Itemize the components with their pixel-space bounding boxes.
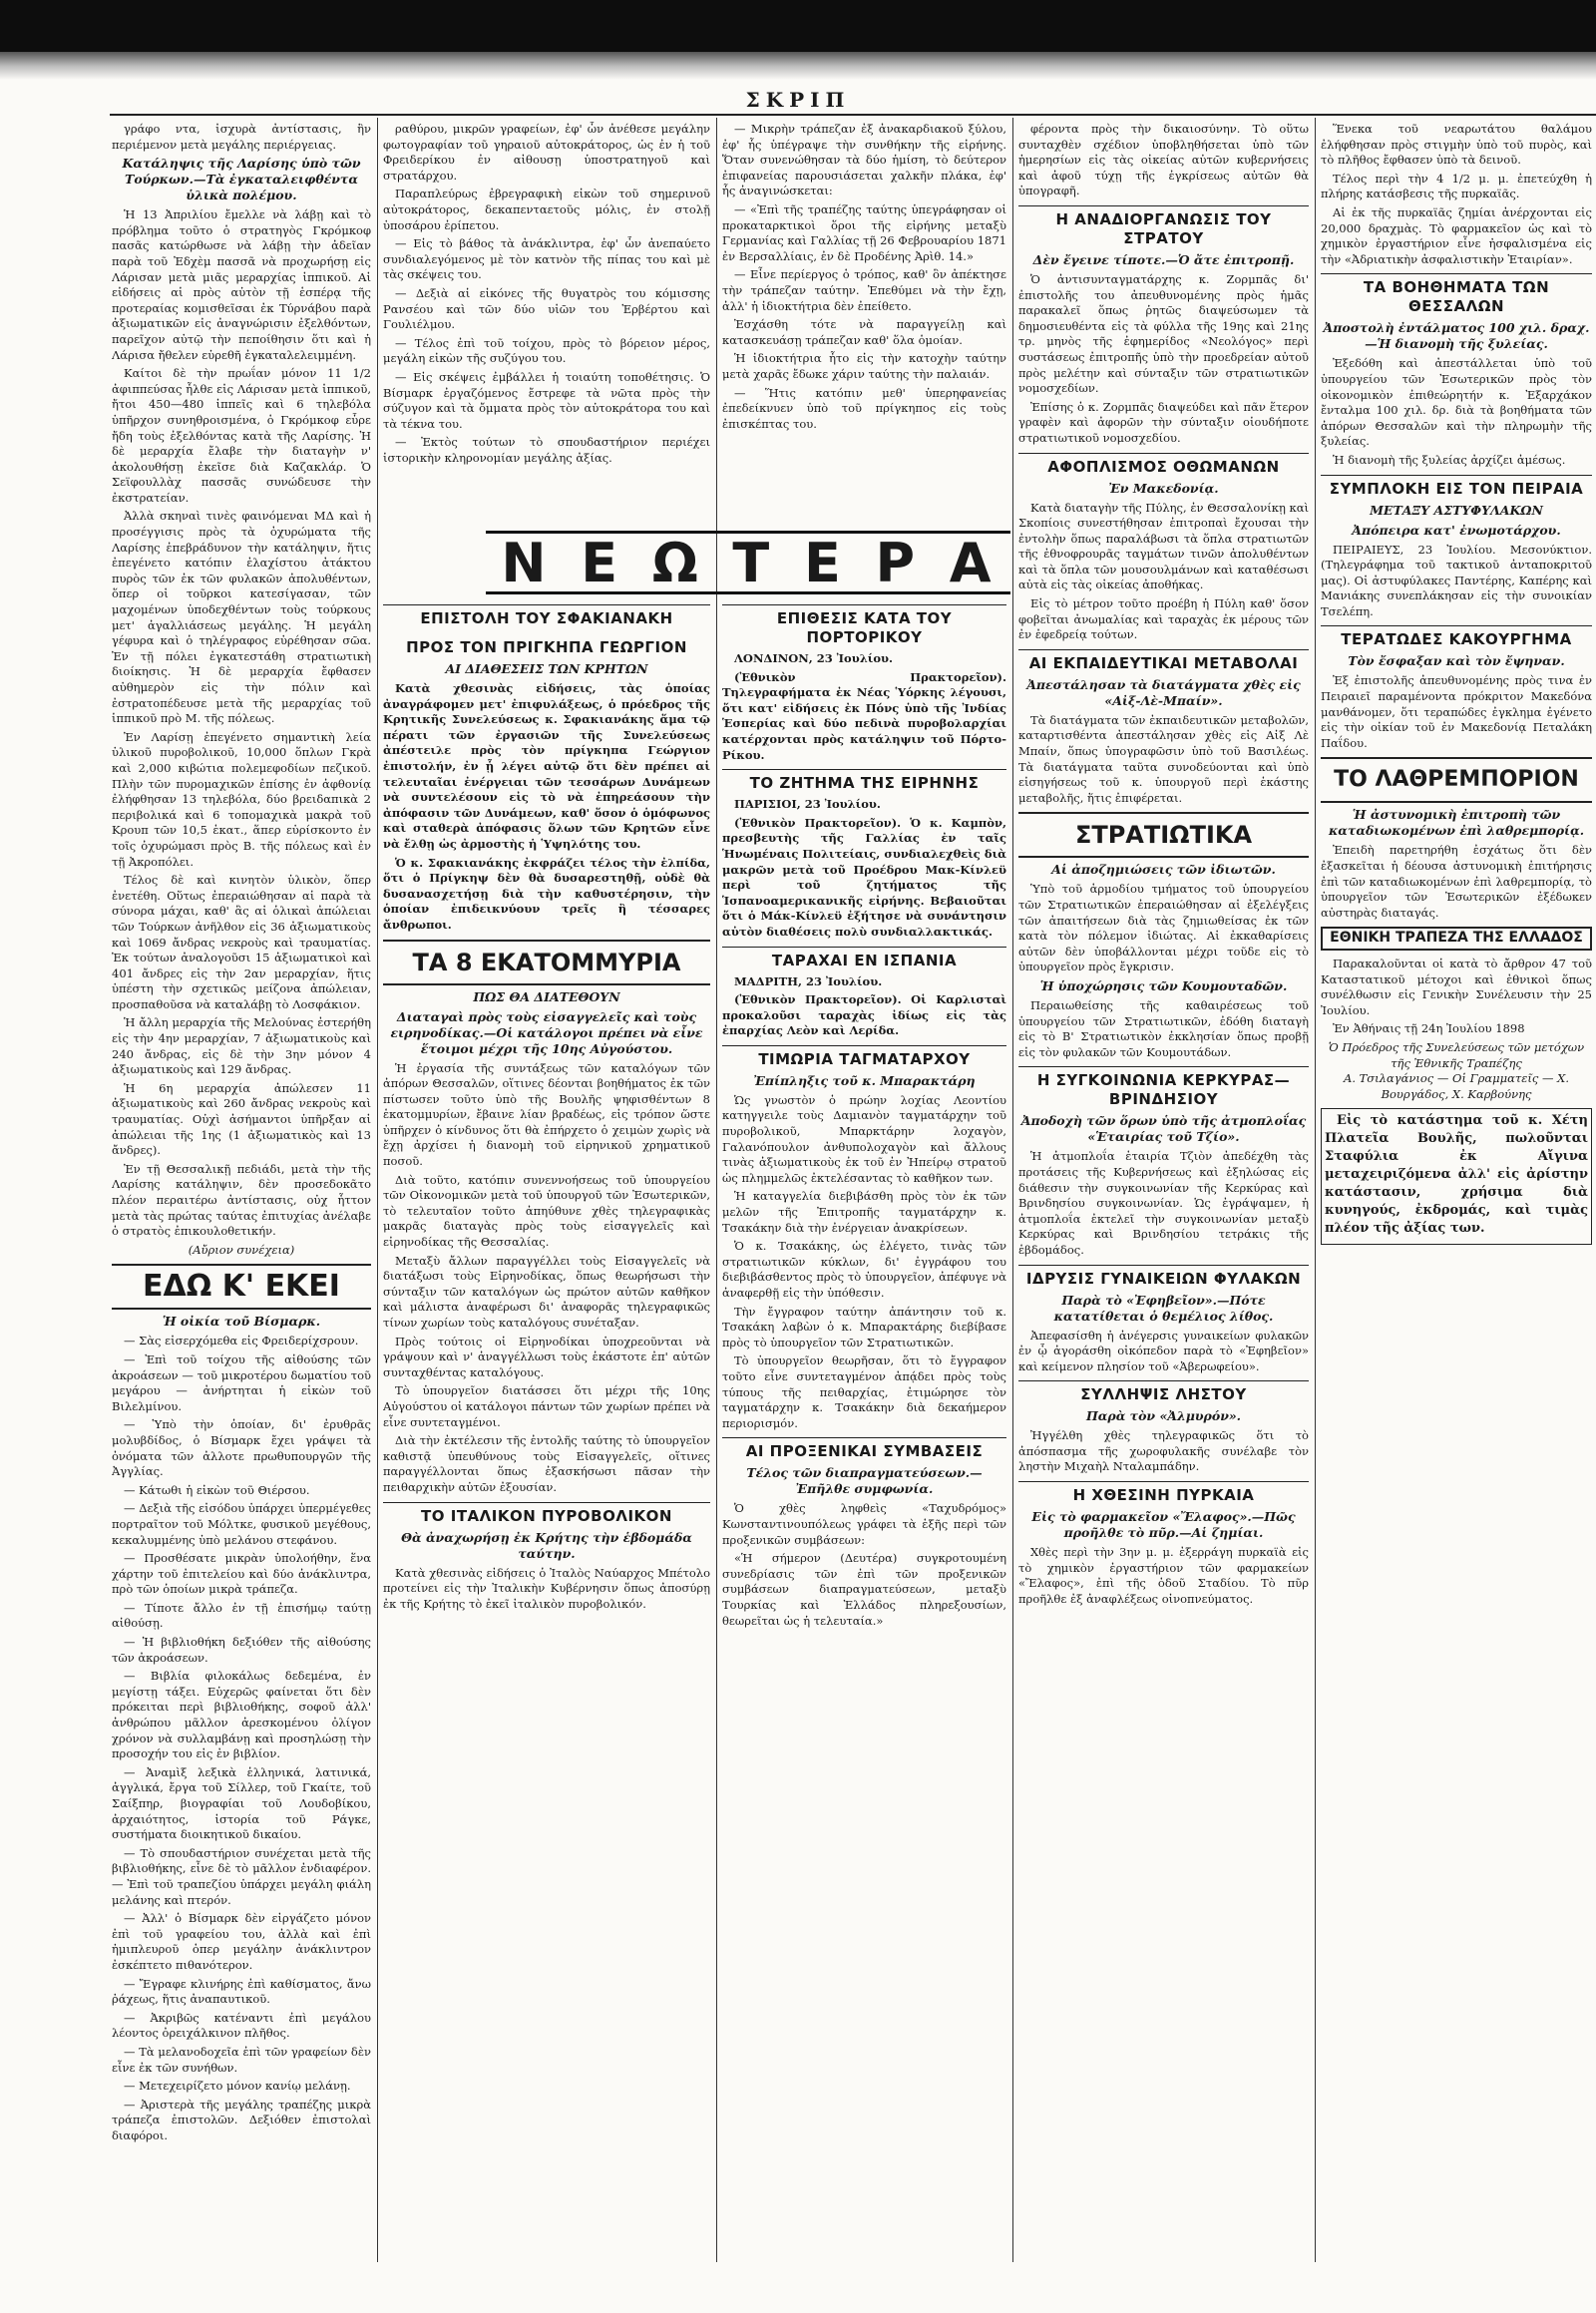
advertisement bbox=[1321, 1108, 1592, 1245]
article-subheading: Δὲν ἔγεινε τίποτε.—Ὁ ἄτε ἐπιτροπῇ. bbox=[1032, 251, 1295, 267]
article-text: Ἐπίσης ὁ κ. Ζορμπᾶς διαψεύδει καὶ πᾶν ἕτερον γραφὲν καὶ ἀφορῶν τὴν σύνταξιν οἱουδήποτε στρατιωτικοῦ νομοσχεδίου. bbox=[1018, 399, 1309, 445]
article-text: — Τὸ σπουδαστήριον συνέχεται μετὰ τῆς βιβλιοθήκης, εἶνε δὲ τὸ μᾶλλον ἐνδιαφέρον. — Ἐπὶ τοῦ τραπεζίου ὑπάρχει μεγάλη φιάλη μελάνης καὶ πτερόν. bbox=[112, 1845, 371, 1907]
article-subheading: Ἀποστολὴ ἐντάλματος 100 χιλ. δραχ.—Ἡ διανομὴ τῆς ξυλείας. bbox=[1323, 320, 1590, 352]
article-text: Ἡ ἄλλη μεραρχία τῆς Μελούνας ἐστερήθη εἰς τὴν 4ην μεραρχίαν, 7 ἀξιωματικοὺς καὶ 240 ἄνδρας, εἰς δὲ τὴν 3ην μόνον 4 ἀξιωματικοὺς καὶ 129 ἄνδρας. bbox=[112, 1015, 371, 1077]
article-text: Πρὸς τούτοις οἱ Εἰρηνοδίκαι ὑποχρεοῦνται νὰ γράψουν καὶ ν' ἀναγγέλλωσι τοὺς ἑκάστοτε ἐπ' αὐτῶν συνταχθέντας καταλόγους. bbox=[383, 1334, 710, 1379]
article-text: Κατὰ χθεσινὰς εἰδήσεις ὁ Ἰταλὸς Ναύαρχος Μπέτολο προτείνει εἰς τὴν Ἰταλικὴν Κυβέρνησιν ὅπως ἀποσύρῃ ἐκ τῆς Κρήτης τὸ ἐκεῖ ἰταλικὸν πυροβολικόν. bbox=[383, 1565, 710, 1611]
article-text: Τέλος δὲ καὶ κινητὸν ὑλικὸν, ὅπερ ἐνετέθη. Οὕτως ἐπεραιώθησαν αἱ παρὰ τὰ σύνορα μάχαι, καθ' ἃς αἱ ὁλικαὶ ἀπώλειαι τῶν Τούρκων ἀνῆλθον εἰς 36 ἀξιωματικοὺς καὶ 1069 ἄνδρας νεκροὺς καὶ τραυματίας. Ἐκ τούτων ἀναλογοῦσι 15 ἀξιωματικοὶ καὶ 401 ἄνδρες εἰς τὴν 2αν μεραρχίαν, ἥτις ὑπέστη τὴν σχετικῶς μείζονα ἀπώλειαν, προσπαθοῦσα νὰ καταλάβῃ τὸ Λοσφάκιον. bbox=[112, 873, 371, 1011]
article-text: Παραπλεύρως ἐβρεγραφικὴ εἰκὼν τοῦ σημερινοῦ αὐτοκράτορος, δεκαπενταετοῦς μόλις, ἐν στολῇ ὑποσάρου ἐρίπετου. bbox=[383, 187, 710, 232]
article-subheading: Ἀποδοχὴ τῶν ὅρων ὑπὸ τῆς ἀτμοπλοΐας «Ἑταιρίας τοῦ Τζίο». bbox=[1020, 1113, 1307, 1145]
article-text: — Εἶνε περίεργος ὁ τρόπος, καθ' ὃν ἀπέκτησε τὴν τράπεζαν ταύτην. Ἐπεθύμει νὰ τὴν ἔχῃ, ἀλλ' ἡ ἰδιοκτήτρια δὲν ἐπείθετο. bbox=[722, 267, 1006, 313]
article-heading: ΣΥΜΠΛΟΚΗ ΕΙΣ ΤΟΝ ΠΕΙΡΑΙΑ bbox=[1321, 475, 1592, 499]
advertisement-text: Εἰς τὸ κατάστημα τοῦ κ. Χέτη Πλατεῖα Βουλῆς, πωλοῦνται Σταφύλια ἐκ Αἴγινα μεταχειριζόμενα ἀλλ' εἰς ἀρίστην κατάστασιν, χρήσιμα διὰ κυνηγούς, ἐκδρομάς, καὶ τιμὰς πλέον τῆς ἀξίας των. bbox=[1325, 1113, 1588, 1237]
article-text: Διὰ τοῦτο, κατόπιν συνεννοήσεως τοῦ ὑπουργείου τῶν Οἰκονομικῶν μετὰ τοῦ ὑπουργοῦ τῶν Ἐσωτερικῶν, τὸ τελευταῖον τοῦτο ἀπηύθυνε χθὲς τηλεγραφικὰς μακρᾶς διαταγὰς πρὸς τοὺς εἰσαγγελεῖς καὶ εἰρηνοδίκας τῆς Θεσσαλίας. bbox=[383, 1172, 710, 1250]
article-text: Ὁ ἀντισυνταγματάρχης κ. Ζορμπᾶς δι' ἐπιστολῆς του ἀπευθυνομένης πρὸς ἡμᾶς παρακαλεῖ ὅπως ῥητῶς διαψεύσωμεν τὰ δημοσιευθέντα εἰς τὰ φύλλα τῆς 19ης καὶ 21ης τρ. μηνὸς τῆς ἐφημερίδος «Νεολόγος» περὶ συστάσεως ἐπιτροπῆς ὑπὸ τὴν προεδρείαν αὐτοῦ πρὸς μελέτην καὶ σύνταξιν τῶν στρατιωτικῶν νομοσχεδίων. bbox=[1018, 271, 1309, 396]
article-text: — Ἀριστερὰ τῆς μεγάλης τραπέζης μικρὰ τράπεζα ἐπιστολῶν. Δεξιόθεν ἐπιστολαὶ διαφόροι. bbox=[112, 2097, 371, 2142]
article-text: — Ὑπὸ τὴν ὁποίαν, δι' ἐρυθρᾶς μολυβδίδος, ὁ Βίσμαρκ ἔχει γράψει τὰ ὀνόματα τῶν ἀλλοτε πρωθυπουργῶν τῆς Ἀγγλίας. bbox=[112, 1417, 371, 1479]
article-text: — Ἥτις κατόπιν μεθ' ὑπερηφανείας ἐπεδείκνυεν ὑπὸ τοῦ πρίγκηπος εἰς τοὺς ἐπισκέπτας του. bbox=[722, 385, 1006, 431]
article-text: ΠΕΙΡΑΙΕΥΣ, 23 Ἰουλίου. Μεσονύκτιον. (Τηλεγράφημα τοῦ τακτικοῦ ἀνταποκριτοῦ μας). Οἱ ἀστυφύλακες Παντέρης, Καπέρης καὶ Μανιάκης συνεπλάκησαν εἰς τὴν συνοικίαν Τσελέπη. bbox=[1321, 542, 1592, 618]
article-text: — Ἐκτὸς τούτων τὸ σπουδαστήριον περιέχει ἱστορικὴν κληρονομίαν μεγάλης ἀξίας. bbox=[383, 435, 710, 465]
column-5 bbox=[1321, 122, 1592, 2296]
notice-signature: Ὁ Πρόεδρος τῆς Συνελεύσεως τῶν μετόχων τῆς Ἐθνικῆς Τραπέζης bbox=[1328, 1039, 1585, 1070]
section-heading-edo-k-ekei: ΕΔΩ Κ' ΕΚΕΙ bbox=[112, 1264, 371, 1310]
article-text: Ἡ ἀτμοπλοΐα ἑταιρία Τζιὸν ἀπεδέχθη τὰς προτάσεις τῆς Κυβερνήσεως καὶ ἐξηλώσας εἰς διάθεσιν τὴν συγκοινωνίαν τῆς Κερκύρας καὶ Βρινδησίου συγκοινωνίαν. Ὡς ἐγράψαμεν, ἡ ἀτμοπλοΐα ἐκτελεῖ τὴν συγκοινωνίαν μεταξὺ Κερκύρας καὶ Βρινδησίου τετράκις τῆς ἑβδομάδος. bbox=[1018, 1149, 1309, 1257]
article-subheading: Παρὰ τὸν «Ἀλμυρόν». bbox=[1085, 1408, 1242, 1424]
newspaper-title: ΣΚΡΙΠ bbox=[745, 88, 851, 112]
article-heading: ΕΠΙΘΕΣΙΣ ΚΑΤΑ ΤΟΥ ΠΟΡΤΟΡΙΚΟΥ bbox=[722, 604, 1006, 647]
article-heading: ΑΙ ΕΚΠΑΙΔΕΥΤΙΚΑΙ ΜΕΤΑΒΟΛΑΙ bbox=[1018, 649, 1309, 673]
article-text: — Προσθέσατε μικρὰν ὑπολοήθην, ἕνα χάρτην τοῦ ἐπιτελείου καὶ δύο ἀνάκλιντρα, πρὸ τῶν ὁποίων μικρὰ τράπεζα. bbox=[112, 1551, 371, 1597]
article-text: Τὴν ἔγγραφον ταύτην ἀπάντησιν τοῦ κ. Τσακάκη λαβὼν ὁ κ. Μπαρακτάρης διεβίβασε πρὸς τὸ ὑπουργεῖον τῶν Στρατιωτικῶν. bbox=[722, 1304, 1006, 1349]
article-text: — Δεξιὰ αἱ εἰκόνες τῆς θυγατρὸς του κόμισσης Ρανσέου καὶ τῶν δύο υἱῶν του Ἑρβέρτου καὶ Γουλιέλμου. bbox=[383, 285, 710, 332]
article-subheading: ΠΩΣ ΘΑ ΔΙΑΤΕΘΟΥΝ bbox=[473, 988, 620, 1004]
article-heading: ΠΡΟΣ ΤΟΝ ΠΡΙΓΚΗΠΑ ΓΕΩΡΓΙΟΝ bbox=[406, 638, 687, 656]
article-subheading: Διαταγαὶ πρὸς τοὺς εἰσαγγελεῖς καὶ τοὺς ειρηνοδίκας.—Οἱ κατάλογοι πρέπει νὰ εἶνε ἕτοιμοι μέχρι τῆς 10ης Αὐγούστου. bbox=[390, 1008, 703, 1056]
notice-text: Παρακαλοῦνται οἱ κατὰ τὸ ἄρθρον 47 τοῦ Καταστατικοῦ μέτοχοι καὶ ἐθνικοὶ ὅπως συνέλθωσιν εἰς Γενικὴν Συνέλευσιν τὴν 25 Ἰουλίου. bbox=[1321, 957, 1592, 1017]
article-text: — Μικρὴν τράπεζαν ἐξ ἀνακαρδιακοῦ ξύλου, ἐφ' ἧς ὑπέγραψε τὴν συνθήκην τῆς εἰρήνης. Ὅταν συνενώθησαν τὰ δύο ἡμίση, τὸ δεύτερον ἐπιφανείας παρουσιάσεται χαλκῆν πλάκα, ἐφ' ἧς ἀναγινώσκεται: bbox=[722, 122, 1006, 198]
scan-top-fade bbox=[0, 52, 1596, 80]
article-subheading: Ἡ οἰκία τοῦ Βίσμαρκ. bbox=[162, 1314, 321, 1330]
article-subheading: Τέλος τῶν διαπραγματεύσεων.—Ἐπῆλθε συμφωνία. bbox=[746, 1465, 983, 1497]
article-text: Ἐξ ἐπιστολῆς ἀπευθυνομένης πρὸς τινα ἐν Πειραιεῖ παραμένοντα πρόκριτον Μακεδόνα μανθάνομεν, ὅτι τεραπώδες ἐγκλημα ἐγένετο εἰς τὴν οἰκίαν τοῦ ἐν Μακεδονίᾳ Πεταλάκη Παΐδου. bbox=[1321, 673, 1592, 750]
article-heading: Η ΧΘΕΣΙΝΗ ΠΥΡΚΑΙΑ bbox=[1018, 1481, 1309, 1505]
article-text: — Βιβλία φιλοκάλως δεδεμένα, ἐν μεγίστῃ τάξει. Εὐχερῶς φαίνεται ὅτι δὲν πρόκειται περὶ βιβλιοθήκης, σοφοῦ ἀλλ' ἀνθρώπου μᾶλλον ἀρεσκομένου ὀλίγον χρόνον νὰ συλλαμβάνῃ καὶ προσηλώσῃ τὴν προσοχήν του εἰς ἐν βιβλίον. bbox=[112, 1669, 371, 1761]
column-3-bottom bbox=[722, 598, 1006, 2299]
article-subheading: Θὰ ἀναχωρήσῃ ἐκ Κρήτης τὴν ἑβδομάδα ταύτην. bbox=[401, 1529, 692, 1561]
article-heading: ΤΟ ΙΤΑΛΙΚΟΝ ΠΥΡΟΒΟΛΙΚΟΝ bbox=[383, 1502, 710, 1526]
article-heading: ΤΟ ΖΗΤΗΜΑ ΤΗΣ ΕΙΡΗΝΗΣ bbox=[722, 769, 1006, 793]
notice-heading: ΕΘΝΙΚΗ ΤΡΑΠΕΖΑ ΤΗΣ ΕΛΛΑΔΟΣ bbox=[1321, 927, 1592, 951]
article-text: Κατὰ διαταγὴν τῆς Πύλης, ἐν Θεσσαλονίκῃ καὶ Σκοπίοις συνεστήθησαν ἐπιτροπαὶ ἔχουσαι τὴν ἐντολὴν ὅπως παραλάβωσι τὰ ὅπλα στρατιωτῶν τῆς ἐθνοφρουρᾶς ταγμάτων τινῶν ἀπολυθέντων καὶ τὰ ὅπλα τῶν μουσουλμάνων καὶ καταθέσωσι αὐτὰ εἰς τὰς οἰκείας ἀποθήκας. bbox=[1018, 500, 1309, 592]
article-subheading: Ἡ ὑποχώρησις τῶν Κουμουταδῶν. bbox=[1039, 977, 1288, 993]
article-heading: Η ΑΝΑΔΙΟΡΓΑΝΩΣΙΣ ΤΟΥ ΣΤΡΑΤΟΥ bbox=[1018, 205, 1309, 248]
notice-signature: Α. Τσιλαγάνιος — Οἱ Γραμματεῖς — Χ. Βουργάδος, Χ. Καρβούνης bbox=[1344, 1071, 1569, 1101]
notice-date: Ἐν Ἀθήναις τῇ 24η Ἰουλίου 1898 bbox=[1333, 1021, 1525, 1036]
article-text: Ἀλλὰ σκηναὶ τινὲς φαινόμεναι ΜΔ καὶ ἡ προσέγγισις πρὸς τὰ ὀχυρώματα τῆς Λαρίσης ἐπεβράδυνον τὴν κατάληψιν, ἥτις ἐπεγένετο κατόπιν ἐλαχίστου ἀτάκτου πυρὸς τῶν ἐκ τῶν φυλακῶν ἀπολυθέντων, ὅπερ οἱ τοῦρκοι κατεσίγασαν, τῶν μαχομένων ὑποδεχθέντων τοὺς τούρκους μετ' ἀγαλλιάσεως μεγάλης. Ἡ μεγάλη γέφυρα καὶ ὁ τηλέγραφος εὑρέθησαν σῶα. Ἐν τῇ πόλει ἐγκατεστάθη στρατιωτικὴ διοίκησις. Ἡ δὲ μεραρχία ἔφθασεν αὐθημερὸν εἰς τὴν πόλιν καὶ ἐστρατοπέδευσε μετὰ τῆς μεραρχίας τοῦ ἱππικοῦ πρὸ Μ. τῆς πόλεως. bbox=[112, 509, 371, 726]
article-text: Ἐν τῇ Θεσσαλικῇ πεδιάδι, μετὰ τὴν τῆς Λαρίσης κατάληψιν, δὲν προσεδοκᾶτο πλέον περαιτέρω ἀντίστασις, οὐχ ἧττον μετὰ τὰς πρώτας ταύτας ἐπιτυχίας ἀνέλαβε ὁ στρατὸς ἐπικουλοθετικήν. bbox=[112, 1161, 371, 1239]
article-text: Ἐξεδόθη καὶ ἀπεστάλλεται ὑπὸ τοῦ ὑπουργείου τῶν Ἐσωτερικῶν πρὸς τὸν οἰκονομικὸν ἐπιθεώρητήν κ. Ἐξαρχάκον ἔνταλμα 100 χιλ. δρ. διὰ τὰ βοηθήματα τῶν ἀπόρων Θεσσαλῶν καὶ τὴν πληρωμὴν τῆς ξυλείας. bbox=[1321, 356, 1592, 449]
article-text: Ἡ ἰδιοκτήτρια ἦτο εἰς τὴν κατοχὴν ταύτην μετὰ χαρᾶς ἔδωκε χάριν ταύτης τὴν παλαιάν. bbox=[722, 351, 1006, 381]
article-text: γράφο ντα, ἰσχυρὰ ἀντίστασις, ἣν περιέμενον μετὰ μεγάλης περιέργειας. bbox=[112, 122, 371, 152]
article-text: — Τὰ μελανοδοχεῖα ἐπὶ τῶν γραφείων δὲν εἶνε ἐκ τῶν συνήθων. bbox=[112, 2044, 371, 2075]
banner-letter: Α bbox=[949, 531, 996, 594]
article-text: Τὸ ὑπουργεῖον διατάσσει ὅτι μέχρι τῆς 10ης Αὐγούστου οἱ κατάλογοι πάντων τῶν χωρίων πρέπει νὰ εἶνε συντεταγμένοι. bbox=[383, 1383, 710, 1429]
column-rule bbox=[1012, 118, 1013, 2262]
column-rule bbox=[716, 118, 717, 2262]
article-text: — Εἰς σκέψεις ἐμβάλλει ἡ τοιαύτη τοποθέτησις. Ὁ Βίσμαρκ ἐργαζόμενος ἔστρεφε τὰ νῶτα πρὸς τὴν σύζυγον καὶ τὰ ὄμματα πρὸς τὸν αὐτοκράτορα του καὶ τὰ τέκνα του. bbox=[383, 369, 710, 431]
article-heading: Κατάληψις τῆς Λαρίσης ὑπὸ τῶν Τούρκων.—Τὰ ἐγκαταλειφθέντα ὑλικὰ πολέμου. bbox=[122, 156, 361, 203]
article-heading: ΤΑ 8 ΕΚΑΤΟΜΜΥΡΙΑ bbox=[383, 940, 710, 985]
article-subheading: Αἱ ἀποζημιώσεις τῶν ἰδιωτῶν. bbox=[1051, 862, 1276, 878]
article-subheading: Ἀπόπειρα κατ' ἐνωμοτάρχου. bbox=[1352, 522, 1561, 538]
article-text: — Ἔγραφε κλινήρης ἐπὶ καθίσματος, ἄνω ῥάχεως, ἥτις ἀναπαυτικοῦ. bbox=[112, 1976, 371, 2007]
article-text: — Ἀλλ' ὁ Βίσμαρκ δὲν εἰργάζετο μόνον ἐπὶ τοῦ γραφείου του, ἀλλὰ καὶ ἐπὶ ἡμιπλευροῦ ὁπερ μεγάλην ἀνάκλιντρον ἐσκέπτετο πιθανότερον. bbox=[112, 1911, 371, 1972]
article-text: φέροντα πρὸς τὴν δικαιοσύνην. Τὸ οὕτω συνταχθὲν σχέδιον ὑποβληθήσεται ὑπὸ τῶν ἡμερησίων εἰς τὰς οἰκείας αὐτῶν κυβερνήσεις καὶ ἀφοῦ τύχῃ τῆς ἐγκρίσεως αὐτῶν θὰ ὑπογραφῆ. bbox=[1018, 122, 1309, 198]
article-text: — Ἡ βιβλιοθήκη δεξιόθεν τῆς αἰθούσης τῶν ἀκροάσεων. bbox=[112, 1635, 371, 1665]
column-1 bbox=[112, 122, 371, 2296]
column-rule bbox=[377, 118, 378, 2262]
article-heading: ΑΦΟΠΛΙΣΜΟΣ ΟΘΩΜΑΝΩΝ bbox=[1018, 453, 1309, 477]
article-text: — Τίποτε ἄλλο ἐν τῇ ἐπισήμῳ ταύτῃ αἰθούσῃ. bbox=[112, 1600, 371, 1631]
article-text: Ἀπεφασίσθη ἡ ἀνέγερσις γυναικείων φυλακῶν ἐν ᾧ ἀγοράσθη οἰκόπεδον παρὰ τὸ «Ἐφηβεῖον» καὶ κείμενον πλησίον τοῦ «Ἀβερωφείου». bbox=[1018, 1328, 1309, 1373]
article-text: — Μετεχειρίζετο μόνον κανίῳ μελάνῃ. bbox=[124, 2079, 351, 2094]
article-text: — Κάτωθι ἡ εἰκὼν τοῦ Θιέρσου. bbox=[124, 1482, 310, 1497]
article-heading: ΤΙΜΩΡΙΑ ΤΑΓΜΑΤΑΡΧΟΥ bbox=[722, 1045, 1006, 1069]
column-rule bbox=[1315, 118, 1316, 2262]
article-text: Τὸ ὑπουργεῖον θεωρῆσαν, ὅτι τὸ ἔγγραφον τοῦτο εἶνε συντεταγμένον ἀπᾴδει πρὸς τοὺς τύπους τῆς πειθαρχίας, ἐτιμώρησε τὸν ταγματάρχην κ. Τσακάκην διὰ δεκαήμερον περιορισμόν. bbox=[722, 1353, 1006, 1430]
banner-letter: Ε bbox=[803, 531, 845, 594]
article-heading: ΑΙ ΠΡΟΞΕΝΙΚΑΙ ΣΥΜΒΑΣΕΙΣ bbox=[722, 1437, 1006, 1461]
article-text: — Δεξιὰ τῆς εἰσόδου ὑπάρχει ὑπερμέγεθες πορτραῖτον τοῦ Μόλτκε, φυσικοῦ μεγέθους, κεκαλυμμένης ὑπὸ μελάνου στεφάνου. bbox=[112, 1501, 371, 1547]
article-text: Περαιωθείσης τῆς καθαιρέσεως τοῦ ὑπουργείου τῶν Στρατιωτικῶν, ἐδόθη διαταγὴ εἰς τὸ Β' Στρατιωτικὸν ἐκκλησίαν ὅπως προβῇ εἰς τὸν φυλακῶν τῶν Κουμουτάδων. bbox=[1018, 997, 1309, 1059]
column-2-bottom bbox=[383, 598, 710, 2299]
article-text: Ἡ 6η μεραρχία ἀπώλεσεν 11 ἀξιωματικοὺς καὶ 260 ἄνδρας νεκροὺς καὶ τραυματίας. Οὐχὶ ἀσήμαντοι ὑπῆρξαν αἱ ἀπώλειαι τῆς 1ης (1 ἀξιωματικὸς καὶ 13 ἄνδρες). bbox=[112, 1080, 371, 1158]
article-text: «Ἡ σήμερον (Δευτέρα) συγκροτουμένη συνεδρίασις τῶν ἐπὶ τῶν προξενικῶν συμβάσεων διαπραγματεύσεων, μεταξὺ Τουρκίας καὶ Ἑλλάδος πληρεξουσίων, θεωρεῖται ὡς ἡ τελευταία.» bbox=[722, 1551, 1006, 1628]
article-text: (Ἐθνικὸν Πρακτορεῖον). Τηλεγραφήματα ἐκ Νέας Ὑόρκης λέγουσι, ὅτι κατ' εἰδήσεις ἐκ Πόνς ὑπὸ τῆς Ἰνδίας Ἑσπερίας καὶ δύο πεδινὰ πυροβολαρχίαι κατέρχονται πρὸς κατάληψιν τοῦ Πόρτο-Ρίκου. bbox=[722, 669, 1006, 762]
continuation-note: (Αὔριον συνέχεια) bbox=[188, 1242, 295, 1257]
dateline: ΠΑΡΙΣΙΟΙ, 23 Ἰουλίου. bbox=[734, 797, 881, 812]
article-text: Διὰ τὴν ἐκτέλεσιν τῆς ἐντολῆς ταύτης τὸ ὑπουργεῖον καθιστᾷ ὑπευθύνους τοὺς Εἰσαγγελεῖς, οἵτινες παραγγέλλονται ὅπως ἐξασκήσωσι πᾶσαν τὴν πειθαρχικὴν αὐτῶν ἐξουσίαν. bbox=[383, 1433, 710, 1494]
banner-letter: Ν bbox=[501, 531, 551, 594]
neotera-banner bbox=[486, 531, 1010, 594]
article-heading: ΤΕΡΑΤΩΔΕΣ ΚΑΚΟΥΡΓΗΜΑ bbox=[1321, 625, 1592, 649]
article-heading: ΕΠΙΣΤΟΛΗ ΤΟΥ ΣΦΑΚΙΑΝΑΚΗ bbox=[383, 604, 710, 628]
article-text: Ὁ κ. Τσακάκης, ὡς ἐλέγετο, τινὰς τῶν στρατιωτικῶν κύκλων, δι' ἐγγράφου του διεβιβάσθεντος πρὸς τὸ ὑπουργεῖον, ἀπέφυγε νὰ ἀναφερθῇ εἰς τὴν ὑπόθεσιν. bbox=[722, 1239, 1006, 1300]
article-heading: ΣΤΡΑΤΙΩΤΙΚΑ bbox=[1018, 812, 1309, 858]
article-text: Ὁ κ. Σφακιανάκης ἐκφράζει τέλος τὴν ἐλπίδα, ὅτι ὁ Πρίγκηψ δὲν θὰ δυσαρεστηθῇ, οὐδὲ θὰ δυσανασχετήσῃ διὰ τὴν καθυστέρησιν, τὴν ὁποίαν ἐπιδεικνύουν τρεῖς ἢ τέσσαρες ἄνθρωποι. bbox=[383, 855, 710, 932]
article-text: Κατὰ χθεσινὰς εἰδήσεις, τὰς ὁποίας ἀναγράφομεν μετ' ἐπιφυλάξεως, ὁ πρόεδρος τῆς Κρητικῆς Συνελεύσεως κ. Σφακιανάκης ἅμα τῷ πέρατι τῶν ἐργασιῶν τῆς Συνελεύσεως ἀπέστειλε πρὸς τὸν πρίγκηπα Γεώργιον ἐπιστολήν, ἐν ᾗ λέγει αὐτῷ ὅτι δὲν πρέπει αἱ τελευταῖαι ἐνέργειαι τῶν τεσσάρων Δυνάμεων νὰ συντελέσουν εἰς τὸ νὰ ἐπηρεάσουν τὴν ἀπόφασιν τῶν Δυνάμεων, καθ' ὅσον ὁ ὁμόφωνος καὶ σταθερὰ ἀπόφασις ὅλων τῶν Κρητῶν εἶνε νὰ ἔλθῃ ὡς ἀρμοστὴς ἡ Ὑψηλότης του. bbox=[383, 681, 710, 851]
article-text: Ἐπειδὴ παρετηρήθη ἐσχάτως ὅτι δὲν ἐξασκεῖται ἡ δέουσα ἀστυνομικὴ ἐπιτήρησις ἐπὶ τῶν καταδιωκομένων ἐπὶ λαθρεμπορίᾳ, τὸ ὑπουργεῖον τῶν Ἐσωτερικῶν ἐξέδωκεν αὐστηρὰς διαταγάς. bbox=[1321, 843, 1592, 920]
banner-letter: Ρ bbox=[875, 531, 920, 594]
article-text: Χθὲς περὶ τὴν 3ην μ. μ. ἐξερράγη πυρκαϊὰ εἰς τὸ χημικὸν ἐργαστήριον τῶν φαρμακείων «Ἔλαφος», ἐπὶ τῆς ὁδοῦ Σταδίου. Τὸ πῦρ προῆλθε ἐξ ἀναφλέξεως οἰνοπνεύματος. bbox=[1018, 1545, 1309, 1606]
article-text: Αἱ ἐκ τῆς πυρκαϊᾶς ζημίαι ἀνέρχονται εἰς 20,000 δραχμὰς. Τὸ φαρμακεῖον ὡς καὶ τὸ χημικὸν ἐργαστήριον εἶνε ἠσφαλισμένα εἰς τὴν «Ἀδριατικὴν ἀσφαλιστικὴν Ἑταιρίαν». bbox=[1321, 204, 1592, 266]
article-text: Ἡ 13 Ἀπριλίου ἔμελλε νὰ λάβῃ καὶ τὸ πρόβλημα τοῦτο ὁ στρατηγὸς Γκρόμκοφ πασᾶς κατώρθωσε νὰ λάβῃ τὴν ἀδεῖαν παρὰ τοῦ Ἐδχὲμ πασσᾶ νὰ προχωρήσῃ εἰς Λάρισαν μετὰ μιᾶς μεραρχίας ἱππικοῦ. Αἱ εἰδήσεις αἱ πρὸς αὐτὸν τῇ ἑσπέρᾳ τῆς προτεραίας κομισθεῖσαι ἐκ Τύρνάβου παρὰ ἀξιωματικῶν εἰς ἀναγνώρισιν ἐξελθόντων, παρεῖχον αὐτῷ τὴν πεποίθησιν ὅτι καὶ ἡ Λάρισα ἤθελεν εὑρεθῆ ἐγκαταλελειμμένη. bbox=[112, 207, 371, 362]
article-text: — Εἰς τὸ βάθος τὰ ἀνάκλιντρα, ἐφ' ὧν ἀνεπαύετο συνδιαλεγόμενος μὲ τὸν κατνὸν τῆς πίπας του καὶ μὲ τὰς σκέψεις του. bbox=[383, 236, 710, 282]
article-text: (Ἐθνικὸν Πρακτορεῖον). Οἱ Καρλισταὶ προκαλοῦσι ταραχὰς ἰδίως εἰς τὰς ἐπαρχίας Λεὸν καὶ Λερίδα. bbox=[722, 992, 1006, 1038]
article-subheading: Ἐν Μακεδονίᾳ. bbox=[1108, 480, 1219, 496]
article-text: Ὁ χθὲς ληφθεὶς «Ταχυδρόμος» Κωνσταντινουπόλεως γράφει τὰ ἑξῆς περὶ τῶν προξενικῶν συμβάσεων: bbox=[722, 1501, 1006, 1547]
banner-letter: Ε bbox=[581, 531, 622, 594]
banner-letter: Ω bbox=[651, 531, 702, 594]
article-text: — «Ἐπὶ τῆς τραπέζης ταύτης ὑπεγράφησαν οἱ προκαταρκτικοὶ ὅροι τῆς εἰρήνης μεταξὺ Γερμανίας καὶ Γαλλίας τῇ 26 Φεβρουαρίου 1871 ἐν Βερσαλλίαις, ἐν δὲ Προδένης Ἀρὶθ. 14.» bbox=[722, 201, 1006, 263]
article-subheading: ΜΕΤΑΞΥ ΑΣΤΥΦΥΛΑΚΩΝ bbox=[1370, 502, 1543, 518]
scan-top-bar bbox=[0, 0, 1596, 52]
dateline: ΛΟΝΔΙΝΟΝ, 23 Ἰουλίου. bbox=[734, 651, 893, 665]
article-text: Τὰ διατάγματα τῶν ἐκπαιδευτικῶν μεταβολῶν, καταρτισθέντα ἀπεστάλησαν χθὲς εἰς Αἰξ Λὲ Μπαίν, ὅπως ὑπογραφῶσιν ὑπὸ τοῦ Βασιλέως. Τὰ διατάγματα ταῦτα συνοδεύονται καὶ ὑπὸ εἰσηγήσεως τοῦ κ. ὑπουργοῦ περὶ ἑκάστης μεταβολῆς, ἥτις ἐπιφέρεται. bbox=[1018, 712, 1309, 805]
article-text: ραθύρου, μικρῶν γραφείων, ἐφ' ὧν ἀνέθεσε μεγάλην φωτογραφίαν τοῦ γηραιοῦ αὐτοκράτορος, ὡς ἐν ἡ τοῦ Φρειδερίκου ἐν αἰθουσῃ ὑποστρατηγοῦ καὶ στρατάρχου. bbox=[383, 122, 710, 183]
column-3-top bbox=[722, 122, 1006, 526]
article-text: (Ἐθνικὸν Πρακτορεῖον). Ὁ κ. Καμπὸν, πρεσβευτὴς τῆς Γαλλίας ἐν ταῖς Ἡνωμέναις Πολιτείαις, συνδιαλεχθεὶς διὰ μακρῶν μετὰ τοῦ Προέδρου Μακ-Κίνλεϋ περὶ τοῦ ζητήματος τῆς Ἱσπανοαμερικανικῆς εἰρήνης. Βεβαιοῦται ὅτι ὁ Μάκ-Κίνλεϋ ἐξήτησε νὰ συνάντησιν αὐτὸν διαθέσεις πολὺ συνδιαλλακτικάς. bbox=[722, 815, 1006, 939]
article-subheading: Ἡ ἀστυνομικὴ ἐπιτροπὴ τῶν καταδιωκομένων ἐπὶ λαθρεμπορίᾳ. bbox=[1328, 807, 1585, 839]
article-text: Ἡ διανομὴ τῆς ξυλείας ἀρχίζει ἀμέσως. bbox=[1333, 452, 1566, 467]
article-text: — Τέλος ἐπὶ τοῦ τοίχου, πρὸς τὸ βόρειον μέρος, μεγάλη εἰκὼν τῆς συζύγου του. bbox=[383, 335, 710, 366]
article-subheading: Ἐπίπληξις τοῦ κ. Μπαρακτάρη bbox=[753, 1072, 976, 1088]
article-subheading: Τὸν ἔσφαξαν καὶ τὸν ἔψηναν. bbox=[1348, 653, 1565, 669]
article-heading: ΣΥΛΛΗΨΙΣ ΛΗΣΤΟΥ bbox=[1018, 1380, 1309, 1404]
article-text: Ἐσχάσθη τότε νὰ παραγγείλῃ καὶ κατασκευάσῃ τράπεζαν καθ' ὅλα ὁμοίαν. bbox=[722, 317, 1006, 347]
header-rule bbox=[110, 114, 1596, 116]
dateline: ΜΑΔΡΙΤΗ, 23 Ἰουλίου. bbox=[734, 973, 883, 988]
article-text: Καίτοι δὲ τὴν πρωΐαν μόνον 11 1/2 ἀφιππεύσας ἦλθε εἰς Λάρισαν μετὰ ἱππικοῦ, ἤτοι 450—480 ἱππεῖς καὶ 6 τηλεβόλα ὑπῆρχον συνηθροισμένα, ὁ Γκρόμκοφ εὗρε ἤδη τοὺς ἐξελθόντας κατὰ τῆς Λαρίσης. Ἡ δὲ μεραρχία ἔλαβε τὴν διαταγὴν ν' ἀκολουθήσῃ ἐκεῖσε διὰ Καζακλάρ. Ὁ Σεϊφουλλὰχ πασσᾶς συνώδευσε τὴν ἐκστρατείαν. bbox=[112, 366, 371, 505]
article-subheading: Παρὰ τὸ «Ἐφηβεῖον».—Πότε κατατίθεται ὁ θεμέλιος λίθος. bbox=[1053, 1292, 1274, 1324]
article-text: Μεταξὺ ἄλλων παραγγέλλει τοὺς Εἰσαγγελεῖς νὰ διατάξωσι τοὺς Εἰρηνοδίκας, ὅπως θεωρήσωσι τὴν σύνταξιν τῶν καταλόγων ὡς πρώτον αὐτῶν καθῆκον καὶ μάλιστα ἀναφέρωσι δι' ἀναφορᾶς τηλεγραφικῶς τίνων χωρίων τοὺς καταλόγους συνέταξαν. bbox=[383, 1253, 710, 1330]
article-text: — Ἐπὶ τοῦ τοίχου τῆς αἰθούσης τῶν ἀκροάσεων — τοῦ μικροτέρου δωματίου τοῦ μεγάρου — ἀνήρτηται ἡ εἰκὼν τοῦ Βιλελμίνου. bbox=[112, 1351, 371, 1413]
article-heading: ΙΔΡΥΣΙΣ ΓΥΝΑΙΚΕΙΩΝ ΦΥΛΑΚΩΝ bbox=[1018, 1265, 1309, 1289]
article-heading: ΤΑΡΑΧΑΙ ΕΝ ΙΣΠΑΝΙΑ bbox=[722, 947, 1006, 970]
column-2-top bbox=[383, 122, 710, 526]
column-4 bbox=[1018, 122, 1309, 2296]
article-text: Ἕνεκα τοῦ νεαρωτάτου θαλάμου ἐλήφθησαν πρὸς στιγμὴν ὑπὸ τοῦ πυρὸς, καὶ τὸ πλῆθος ἔφθασεν ὑπὸ τὰ δεινοῦ. bbox=[1321, 122, 1592, 168]
article-text: Ἠγγέλθη χθὲς τηλεγραφικῶς ὅτι τὸ ἀπόσπασμα τῆς χωροφυλακῆς συνέλαβε τὸν ληστὴν Μιχαὴλ Νταλαμπάδην. bbox=[1018, 1428, 1309, 1474]
article-text: — Σὰς εἰσερχόμεθα εἰς Φρειδερίχσρουν. bbox=[124, 1334, 359, 1349]
article-text: Εἰς τὸ μέτρον τοῦτο προέβη ἡ Πύλη καθ' ὅσον φοβεῖται ἀνωμαλίας καὶ ταραχὰς ἐκ μέρους τῶν ἐν ἐφεδρείᾳ τούτων. bbox=[1018, 596, 1309, 642]
article-text: Ἡ καταγγελία διεβιβάσθη πρὸς τὸν ἐκ τῶν μελῶν τῆς Ἐπιτροπῆς ταγματάρχην κ. Τσακάκην διὰ τὴν ἐνέργειαν ἀνακρίσεων. bbox=[722, 1189, 1006, 1235]
article-heading: ΤΟ ΛΑΘΡΕΜΠΟΡΙΟΝ bbox=[1321, 757, 1592, 803]
article-text: Ἡ ἐργασία τῆς συντάξεως τῶν καταλόγων τῶν ἀπόρων Θεσσαλῶν, οἵτινες δέονται βοηθήματος ἐκ τῶν πίστωσεν τοῦτο ὑπὸ τῆς Βουλῆς ψηφισθέντων 8 ἑκατομμυρίων, ἔβαινε λίαν βραδέως, εἰς τρόπον ὥστε ὑπῆρχεν ὁ κίνδυνος ὅτι θὰ ἐπήρχετο ὁ χειμὼν χωρὶς νὰ ἔχῃ ἀρχίσει ἡ διανομὴ τοῦ εἰρηνικοῦ χρηματικοῦ ποσοῦ. bbox=[383, 1060, 710, 1169]
article-subheading: Ἀπεστάλησαν τὰ διατάγματα χθὲς εἰς «Αἰξ-Λὲ-Μπαίν». bbox=[1026, 676, 1301, 708]
article-text: Ὑπὸ τοῦ ἁρμοδίου τμήματος τοῦ ὑπουργείου τῶν Στρατιωτικῶν ἐπεραιώθησαν αἱ ἐξελέγξεις τῶν ἀπαιτήσεων διὰ τὰς ζημιωθείσας ἐκ τῶν κατὰ τὸν πόλεμον ἰδιώτας. Αἱ ἐκκαθαρίσεις αὐτῶν δὲν ὑποβάλλονται μέχρι τοῦδε εἰς τὸ ὑπουργεῖον πρὸς ἔγκρισιν. bbox=[1018, 882, 1309, 974]
banner-letter: Τ bbox=[732, 531, 774, 594]
article-text: — Ἀκριβῶς κατέναντι ἐπὶ μεγάλου λέοντος ὀρειχάλκινον πλῆθος. bbox=[112, 2010, 371, 2041]
article-heading: Η ΣΥΓΚΟΙΝΩΝΙΑ ΚΕΡΚΥΡΑΣ—ΒΡΙΝΔΗΣΙΟΥ bbox=[1018, 1066, 1309, 1109]
article-subheading: Εἰς τὸ φαρμακεῖον «Ἔλαφος».—Πῶς προῆλθε τὸ πῦρ.—Αἱ ζημίαι. bbox=[1031, 1509, 1296, 1541]
article-text: — Ἀναμὶξ λεξικὰ ἑλληνικά, λατινικά, ἀγγλικά, ἔργα τοῦ Σίλλερ, τοῦ Γκαίτε, τοῦ Σαίξπηρ, βιογραφίαι τοῦ Λουδοβίκου, ἀρχαιότητος, ἱστορία τοῦ Ράγκε, συστήματα διοικητικοῦ δικαίου. bbox=[112, 1764, 371, 1842]
article-text: Ἐν Λαρίσῃ ἐπεγένετο σημαντικὴ λεία ὑλικοῦ πυροβολικοῦ, 10,000 ὅπλων Γκρὰ καὶ 2,000 κιβώτια πολεμεφοδίων πεζικοῦ. Πλὴν τῶν πυρομαχικῶν ἐπίσης ἐν ἀφθονίᾳ ἐλήφθησαν 13 τηλεβόλα, δύο βρειδαπικὰ 2 περιβολικά καὶ 6 τοπομαχικὰ μακρὰ τοῦ Κρουπ τῶν 10,5 ἑκατ., ἅπερ εὑρίσκοντο ἐν τοῖς ὀχυρώμασι πρὸς Β. τῆς πόλεως καὶ ἐν τῇ Ἀκροπόλει. bbox=[112, 729, 371, 869]
article-subheading: ΑΙ ΔΙΑΘΕΣΕΙΣ ΤΩΝ ΚΡΗΤΩΝ bbox=[445, 661, 648, 676]
article-text: Ὡς γνωστὸν ὁ πρώην λοχίας Λεοντίου κατηγγειλε τοὺς Δαμιανὸν ταγματάρχην τοῦ πυροβολικοῦ, Μπαρκτάρην λοχαγὸν, Γαλανόπουλον ἀνθυπολοχαγὸν καὶ ἄλλους τινὰς ἀξιωματικοὺς ἐκ τοῦ ἐν Ἠπείρῳ στρατοῦ ὡς πλημμελῶς ἐκτελέσαντας τὸ καθῆκον των. bbox=[722, 1092, 1006, 1185]
article-text: Τέλος περὶ τὴν 4 1/2 μ. μ. ἐπετεύχθη ἡ πλήρης κατάσβεσις τῆς πυρκαϊᾶς. bbox=[1321, 171, 1592, 201]
article-heading: ΤΑ ΒΟΗΘΗΜΑΤΑ ΤΩΝ ΘΕΣΣΑΛΩΝ bbox=[1321, 273, 1592, 316]
